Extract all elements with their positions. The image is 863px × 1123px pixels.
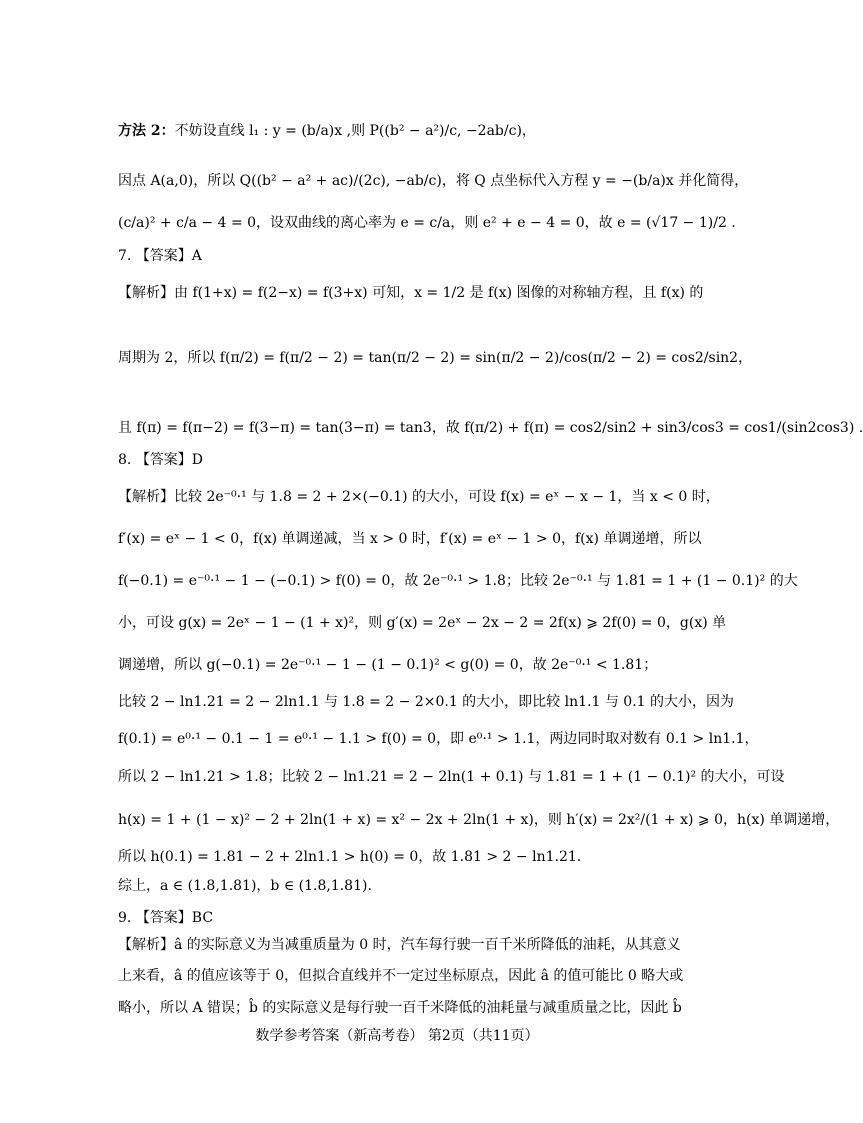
- text-line-5: 【解析】由 f(1+x) = f(2−x) = f(3+x) 可知，x = 1/2 是 f(x) 图像的对称轴方程，且 f(x) 的: [118, 285, 704, 301]
- text-line-9: 【解析】比较 2e⁻⁰·¹ 与 1.8 = 2 + 2×(−0.1) 的大小，可设 f(x) = eˣ − x − 1，当 x < 0 时，: [118, 489, 720, 505]
- answer-heading-7: 7. 【答案】A: [118, 248, 202, 264]
- text-line-13: 调递增，所以 g(−0.1) = 2e⁻⁰·¹ − 1 − (1 − 0.1)² < g(0) = 0，故 2e⁻⁰·¹ < 1.81；: [118, 657, 658, 673]
- text-line-6: 周期为 2，所以 f(π/2) = f(π/2 − 2) = tan(π/2 − 2) = sin(π/2 − 2)/cos(π/2 − 2) = cos2/sin2，: [118, 350, 753, 366]
- text-line-18: 所以 h(0.1) = 1.81 − 2 + 2ln1.1 > h(0) = 0，故 1.81 > 2 − ln1.21.: [118, 849, 582, 865]
- text-line-1: [118, 121, 678, 141]
- text-line-11: f(−0.1) = e⁻⁰·¹ − 1 − (−0.1) > f(0) = 0，故 2e⁻⁰·¹ > 1.8；比较 2e⁻⁰·¹ 与 1.81 = 1 + (1 − 0.1)² 的大: [118, 573, 798, 589]
- page-footer: 数学参考答案（新高考卷） 第2页（共11页）: [255, 1028, 539, 1044]
- text-line-23: 略小，所以 A 错误；b̂ 的实际意义是每行驶一百千米降低的油耗量与减重质量之比，因此 b̂: [118, 1000, 682, 1016]
- text-line-21: 【解析】â 的实际意义为当减重质量为 0 时，汽车每行驶一百千米所降低的油耗，从其意义: [118, 937, 681, 953]
- text-line-7: 且 f(π) = f(π−2) = f(3−π) = tan(3−π) = tan3，故 f(π/2) + f(π) = cos2/sin2 + sin3/cos3 = cos1/(sin2cos3) .: [118, 420, 863, 436]
- text-line-3: (c/a)² + c/a − 4 = 0，设双曲线的离心率为 e = c/a，则 e² + e − 4 = 0，故 e = (√17 − 1)/2 .: [118, 215, 736, 231]
- text-line-2: 因点 A(a,0)，所以 Q((b² − a² + ac)/(2c), −ab/c)，将 Q 点坐标代入方程 y = −(b/a)x 并化简得，: [118, 173, 749, 189]
- text-line-14: 比较 2 − ln1.21 = 2 − 2ln1.1 与 1.8 = 2 − 2×0.1 的大小，即比较 ln1.1 与 0.1 的大小，因为: [118, 694, 734, 710]
- method-label: 方法 2：: [118, 123, 175, 139]
- text-line-10: f′(x) = eˣ − 1 < 0，f(x) 单调递减，当 x > 0 时，f′(x) = eˣ − 1 > 0，f(x) 单调递增，所以: [118, 531, 702, 547]
- line-1-rest: 不妨设直线 l₁ : y = (b/a)x ,则 P((b² − a²)/c, −2ab/c)，: [174, 123, 536, 139]
- text-line-12: 小，可设 g(x) = 2eˣ − 1 − (1 + x)²，则 g′(x) = 2eˣ − 2x − 2 = 2f(x) ⩾ 2f(0) = 0，g(x) 单: [118, 615, 727, 631]
- text-line-16: 所以 2 − ln1.21 > 1.8；比较 2 − ln1.21 = 2 − 2ln(1 + 0.1) 与 1.81 = 1 + (1 − 0.1)² 的大小，可设: [118, 769, 785, 785]
- text-line-22: 上来看，â 的值应该等于 0，但拟合直线并不一定过坐标原点，因此 â 的值可能比 0 略大或: [118, 968, 684, 984]
- text-line-15: f(0.1) = e⁰·¹ − 0.1 − 1 = e⁰·¹ − 1.1 > f(0) = 0，即 e⁰·¹ > 1.1，两边同时取对数有 0.1 > ln1.1，: [118, 731, 759, 747]
- answer-heading-8: 8. 【答案】D: [118, 452, 204, 468]
- text-line-17: h(x) = 1 + (1 − x)² − 2 + 2ln(1 + x) = x² − 2x + 2ln(1 + x)，则 h′(x) = 2x²/(1 + x) ⩾ 0，h(x) 单调递增，: [118, 812, 840, 828]
- text-line-19: 综上，a ∈ (1.8,1.81)，b ∈ (1.8,1.81).: [118, 878, 372, 894]
- answer-heading-9: 9. 【答案】BC: [118, 910, 214, 926]
